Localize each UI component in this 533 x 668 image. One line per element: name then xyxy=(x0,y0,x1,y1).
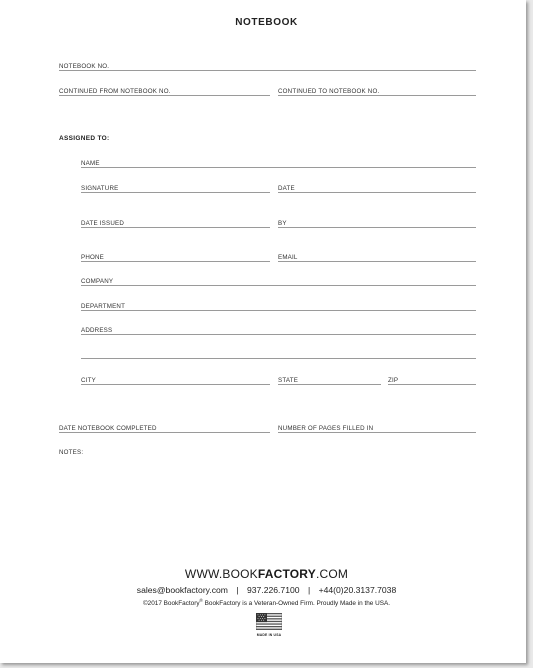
continued-to-label: CONTINUED TO NOTEBOOK NO. xyxy=(278,88,380,95)
state-line xyxy=(278,384,381,385)
company-line xyxy=(81,285,476,286)
notebook-no-line xyxy=(59,70,476,71)
pages-filled-line xyxy=(278,432,476,433)
contact-phone-us[interactable]: 937.226.7100 xyxy=(246,585,300,595)
date-label: DATE xyxy=(278,185,295,192)
city-line xyxy=(81,384,270,385)
signature-label: SIGNATURE xyxy=(81,185,119,192)
department-label: DEPARTMENT xyxy=(81,303,126,310)
contact-email[interactable]: sales@bookfactory.com xyxy=(136,585,228,595)
by-label: BY xyxy=(278,220,287,227)
email-line xyxy=(278,261,476,262)
site-bold: FACTORY xyxy=(257,567,316,581)
continued-from-field[interactable] xyxy=(59,84,270,96)
phone-line xyxy=(81,261,270,262)
zip-line xyxy=(388,384,476,385)
by-field[interactable] xyxy=(278,216,476,228)
continued-from-label: CONTINUED FROM NOTEBOOK NO. xyxy=(59,88,171,95)
assigned-to-heading: ASSIGNED TO: xyxy=(59,135,110,142)
date-issued-line xyxy=(81,227,270,228)
signature-field[interactable] xyxy=(81,181,270,193)
made-in-usa-label: MADE IN USA xyxy=(256,633,282,637)
notebook-no-label: NOTEBOOK NO. xyxy=(59,63,110,70)
date-issued-field[interactable] xyxy=(81,216,270,228)
state-label: STATE xyxy=(278,377,299,384)
address-field[interactable] xyxy=(81,323,476,335)
contact-separator: | xyxy=(236,585,239,595)
copyright-end: BookFactory is a Veteran-Owned Firm. Proudly Made in the USA. xyxy=(202,600,391,608)
us-flag-icon xyxy=(256,613,282,630)
city-label: CITY xyxy=(81,377,96,384)
phone-label: PHONE xyxy=(81,254,105,261)
zip-label: ZIP xyxy=(388,377,399,384)
address-line-2 xyxy=(81,358,476,359)
copyright-start: ©2017 BookFactory xyxy=(142,600,200,608)
phone-field[interactable] xyxy=(81,250,270,262)
company-label: COMPANY xyxy=(81,278,114,285)
pages-filled-field[interactable] xyxy=(278,421,476,433)
zip-field[interactable] xyxy=(388,373,476,385)
website-link[interactable] xyxy=(0,567,533,581)
address-label: ADDRESS xyxy=(81,327,113,334)
name-field[interactable] xyxy=(81,156,476,168)
department-field[interactable] xyxy=(81,299,476,311)
department-line xyxy=(81,310,476,311)
continued-from-line xyxy=(59,95,270,96)
contact-phone-intl[interactable]: +44(0)20.3137.7038 xyxy=(318,585,397,595)
notebook-no-field[interactable] xyxy=(59,59,476,71)
site-suffix: .COM xyxy=(315,567,349,581)
registered-mark: ® xyxy=(199,598,203,603)
email-label: EMAIL xyxy=(278,254,298,261)
city-field[interactable] xyxy=(81,373,270,385)
notes-area[interactable] xyxy=(59,460,476,555)
company-field[interactable] xyxy=(81,274,476,286)
date-completed-label: DATE NOTEBOOK COMPLETED xyxy=(59,425,157,432)
state-field[interactable] xyxy=(278,373,381,385)
date-completed-line xyxy=(59,432,270,433)
continued-to-field[interactable] xyxy=(278,84,476,96)
contact-separator: | xyxy=(307,585,311,595)
notes-label: NOTES: xyxy=(59,449,84,456)
signature-line xyxy=(81,192,270,193)
by-line xyxy=(278,227,476,228)
copyright-line xyxy=(0,598,533,607)
page-title: NOTEBOOK xyxy=(235,17,298,28)
address-line xyxy=(81,334,476,335)
date-issued-label: DATE ISSUED xyxy=(81,220,124,227)
name-line xyxy=(81,167,476,168)
date-line xyxy=(278,192,476,193)
pages-filled-label: NUMBER OF PAGES FILLED IN xyxy=(278,425,374,432)
date-completed-field[interactable] xyxy=(59,421,270,433)
site-prefix: WWW.BOOK xyxy=(184,567,258,581)
continued-to-line xyxy=(278,95,476,96)
email-field[interactable] xyxy=(278,250,476,262)
date-field[interactable] xyxy=(278,181,476,193)
contact-line xyxy=(0,585,533,595)
name-label: NAME xyxy=(81,160,100,167)
address-line-2-field[interactable] xyxy=(81,347,476,359)
